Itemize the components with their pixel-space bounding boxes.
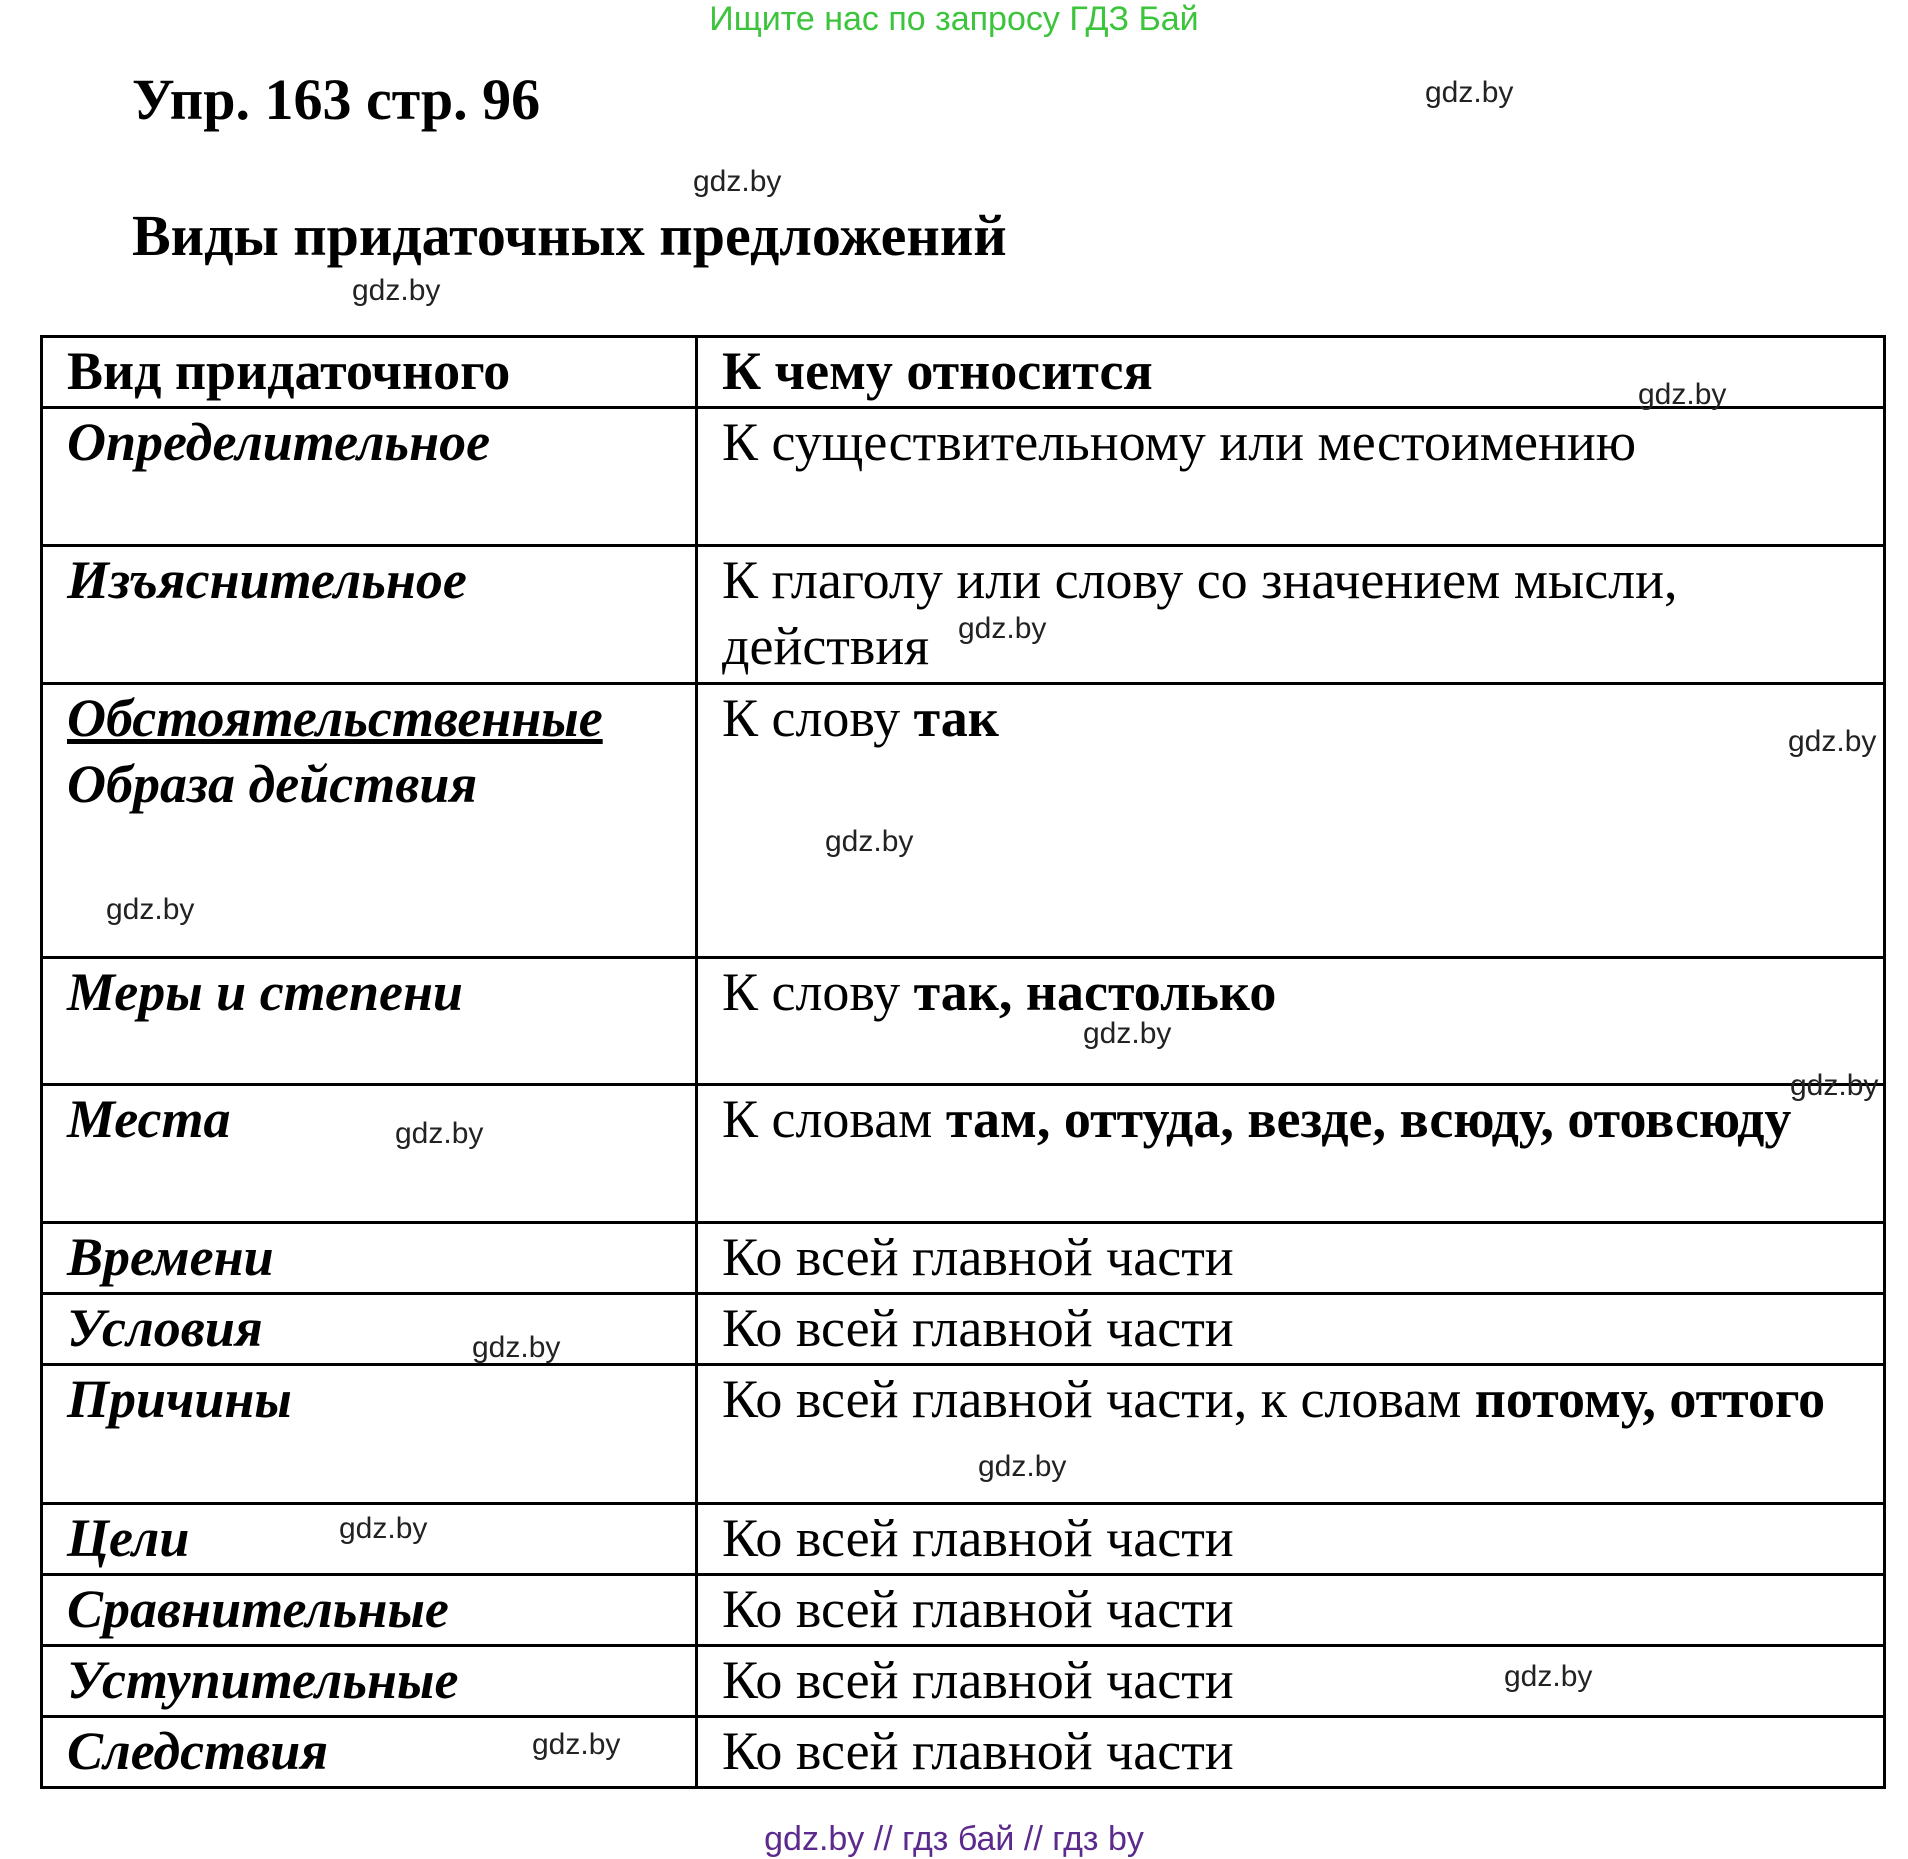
watermark-text: gdz.by [532,1728,621,1761]
watermark-text: gdz.by [352,274,441,307]
watermark-text: gdz.by [958,612,1047,645]
row-kind: Изъяснительное [42,546,697,684]
relates-keyword: там, оттуда, везде, всюду, отовсюду [945,1089,1792,1149]
row-kind: Времени [42,1223,697,1294]
row-kind: Образа действия [67,754,478,814]
row-kind: Сравнительные [42,1575,697,1646]
row-kind: Условия [42,1294,697,1365]
row-kind: Следствия [42,1717,697,1788]
watermark-text: gdz.by [1425,76,1514,109]
table-row [42,1717,1885,1788]
row-relates [697,958,1885,1085]
watermark-text: gdz.by [1083,1017,1172,1050]
row-relates: Ко всей главной части [697,1294,1885,1365]
row-relates: Ко всей главной части [697,1717,1885,1788]
table-row [42,1646,1885,1717]
row-kind: Места [42,1085,697,1223]
table-row [42,958,1885,1085]
relates-keyword: потому, оттого [1461,1369,1826,1429]
relates-plain: К слову [722,688,914,748]
row-relates: Ко всей главной части [697,1504,1885,1575]
watermark-text: gdz.by [472,1331,561,1364]
watermark-text: gdz.by [1638,378,1727,411]
header-relates: К чему относится [697,337,1885,408]
top-banner: Ищите нас по запросу ГДЗ Бай [709,0,1199,38]
table-row [42,1365,1885,1504]
watermark-text: gdz.by [825,825,914,858]
row-kind: Причины [42,1365,697,1504]
table-row [42,1085,1885,1223]
watermark-text: gdz.by [106,893,195,926]
page-title: Виды придаточных предложений [132,203,1007,268]
exercise-heading: Упр. 163 стр. 96 [132,67,541,132]
relates-plain: Ко всей главной части, к словам [722,1369,1462,1429]
watermark-text: gdz.by [1504,1660,1593,1693]
row-relates: Ко всей главной части [697,1575,1885,1646]
relates-plain: К словам [722,1089,946,1149]
table-row [42,1223,1885,1294]
table-row [42,1575,1885,1646]
row-relates [697,1085,1885,1223]
watermark-text: gdz.by [1788,725,1877,758]
row-relates: Ко всей главной части [697,1646,1885,1717]
relates-plain: К слову [722,962,914,1022]
table-row [42,684,1885,958]
watermark-text: gdz.by [693,165,782,198]
group-label: Обстоятельственные [67,688,603,748]
table-row [42,1294,1885,1365]
watermark-text: gdz.by [978,1450,1067,1483]
subordinate-clauses-table [40,335,1886,1789]
row-relates: К существительному или местоимению [697,408,1885,546]
row-kind: Меры и степени [42,958,697,1085]
row-kind: Цели [42,1504,697,1575]
relates-keyword: так [913,688,999,748]
footer-links: gdz.by // гдз бай // гдз by [764,1820,1144,1858]
row-relates [697,1365,1885,1504]
watermark-text: gdz.by [339,1512,428,1545]
row-kind: Уступительные [42,1646,697,1717]
watermark-text: gdz.by [1790,1069,1879,1102]
watermark-text: gdz.by [395,1117,484,1150]
row-relates [697,684,1885,958]
relates-keyword: так, настолько [913,962,1277,1022]
table-row [42,1504,1885,1575]
table-header-row [42,337,1885,408]
row-kind: Определительное [42,408,697,546]
header-kind: Вид придаточного [42,337,697,408]
table-row [42,408,1885,546]
row-relates: К глаголу или слову со значением мысли, действия [697,546,1885,684]
row-relates: Ко всей главной части [697,1223,1885,1294]
